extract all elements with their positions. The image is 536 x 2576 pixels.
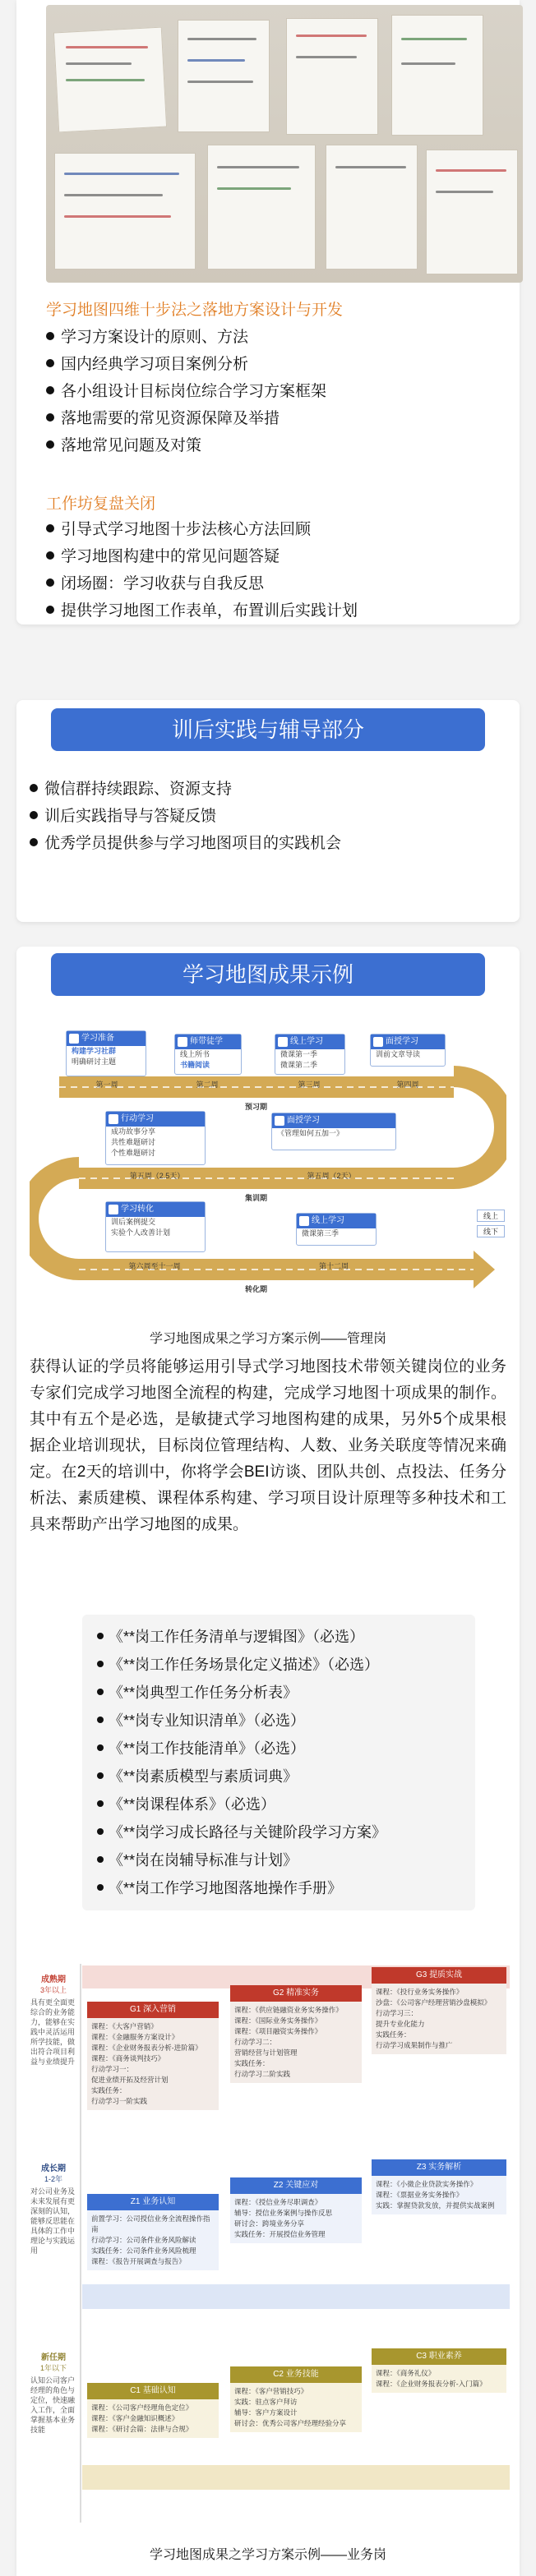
bullet-icon [46, 606, 54, 614]
laptop-icon [278, 1037, 288, 1047]
bullet-icon [97, 1689, 104, 1695]
list-item: 《**岗专业知识清单》（必选） [97, 1707, 475, 1735]
certification-paragraph: 获得认证的学员将能够运用引导式学习地图技术带领关键岗位的业务专家们完成学习地图全流程的构建，完成学习地图十项成果的制作。其中有五个是必选，是敏捷式学习地图构建的成果，另外5个成果根据企业培训现状，目标岗位管理结构、人数、业务关联度等情况来确定。在2天的培训中，你将学会BEI访谈、团队共创、点投法、任务分析法、素质建模、课程体系构建、学习项目设计原理等多种技术和工具来帮助产出学习地图的成果。 [30, 1358, 506, 1533]
list-item: 优秀学员提供参与学习地图项目的实践机会 [30, 830, 341, 857]
step-z1: Z1 业务认知 前置学习：公司授信业务全流程操作指南 行动学习：公司条件业务风险解读 实践任务：公司条件业务风险梳理 课程：《报告开展调查与报告》 [87, 2194, 219, 2270]
week-label: 第五周（2.5天） [129, 1172, 185, 1180]
bullet-icon [46, 332, 54, 340]
list-item: 《**岗在岗辅导标准与计划》 [97, 1846, 475, 1874]
bullet-icon [97, 1884, 104, 1891]
bullet-icon [46, 413, 54, 422]
list-item: 闭场圈：学习收获与自我反思 [46, 570, 358, 597]
book-icon [178, 1037, 187, 1047]
bullet-icon [97, 1661, 104, 1667]
step-z2: Z2 关键应对 课程：《授信业务尽职调查》 辅导：授信业务案例与操作反思 研讨会：跨境业务分享 实践任务：开展授信业务管理 [230, 2177, 362, 2243]
roadmap-caption: 学习地图成果之学习方案示例——管理岗 [149, 1332, 386, 1346]
roadmap-diagram [30, 1019, 506, 1323]
step-c1: C1 基础认知 课程：《公司客户经理角色定位》 课程：《客户金融知识概述》 课程：《研讨会篇：法律与合规》 [87, 2383, 219, 2438]
list-item: 《**岗工作任务场景化定义描述》（必选） [97, 1651, 475, 1679]
practice-card [16, 700, 520, 922]
list-item: 落地常见问题及对策 [46, 432, 326, 459]
bullet-icon [46, 578, 54, 587]
bullet-icon [97, 1856, 104, 1863]
week-label: 第五周（2天） [307, 1172, 356, 1180]
stage-label: 转化期 [245, 1285, 268, 1293]
practice-banner: 训后实践与辅导部分 [51, 708, 485, 751]
level-new: 新任期 1年以下 认知公司客户经理的角色与定位，快速融入工作，全面掌握基本业务技能 [30, 2353, 76, 2434]
results-banner: 学习地图成果示例 [51, 953, 485, 996]
list-item: 微信群持续跟踪、资源支持 [30, 776, 341, 803]
bullet-icon [97, 1744, 104, 1751]
classroom-photo [46, 5, 523, 283]
list-item: 《**岗素质模型与素质词典》 [97, 1763, 475, 1790]
bullet-icon [30, 811, 38, 819]
week-label: 第三周 [298, 1081, 321, 1089]
list-item: 国内经典学习项目案例分析 [46, 351, 326, 378]
roadmap-box-prep: 学习准备 构建学习社群 明确研讨主题 [66, 1030, 146, 1076]
list-item: 《**岗课程体系》（必选） [97, 1790, 475, 1818]
list-item: 《**岗工作任务清单与逻辑图》（必选） [97, 1623, 475, 1651]
review-bullet-list [46, 516, 358, 624]
legend-offline: 线下 [477, 1225, 505, 1237]
list-item: 引导式学习地图十步法核心方法回顾 [46, 516, 358, 543]
level-mature: 成熟期 3年以上 具有更全面更综合的业务能力，能够在实践中灵活运用所学技能，做出符合项目利益与业绩提升 [30, 1975, 76, 2066]
step-g1: G1 深入营销 课程：《大客户营销》 课程：《金融服务方案设计》 课程：《企业财务报表分析-进阶篇》 课程：《商务谈判技巧》 行动学习一： 促进业绩开拓及经营计划 实践任务： 行动学习一阶实践 [87, 2002, 219, 2110]
step-g2: G2 精准实务 课程：《供应链融资业务实务操作》 课程：《国际业务实务操作》 课程：《项目融资实务操作》 行动学习二： 营销经营与计划管理 实践任务： 行动学习二阶实践 [230, 1985, 362, 2083]
step-c3: C3 职业素养 课程：《商务礼仪》 课程：《企业财务报表分析-入门篇》 [372, 2348, 506, 2393]
roadmap-box-online-1: 线上学习 微课第一季 微课第二季 [275, 1034, 345, 1075]
bullet-icon [97, 1772, 104, 1779]
bullet-icon [46, 386, 54, 394]
step-g3: G3 提质实战 课程：《投行业务实务操作》 沙盘：《公司客户经理营销沙盘模拟》 行动学习三： 提升专业化能力 实践任务： 行动学习成果制作与推广 [372, 1967, 506, 2054]
legend-online: 线上 [477, 1210, 505, 1222]
bullet-icon [46, 524, 54, 532]
study-icon [69, 1034, 79, 1044]
week-label: 第二周 [196, 1081, 219, 1089]
action-icon [109, 1114, 118, 1124]
bullet-icon [97, 1717, 104, 1723]
roadmap-box-transfer: 学习转化 训后案例提交 实验个人改善计划 [105, 1201, 206, 1252]
bullet-icon [30, 838, 38, 846]
roadmap-box-action: 行动学习 成功故事分享 共性难题研讨 个性难题研讨 [105, 1111, 206, 1165]
bullet-icon [46, 440, 54, 449]
bullet-icon [46, 551, 54, 560]
step-z3: Z3 实务解析 课程：《小微企业贷款实务操作》 课程：《票据业务实务操作》 实践：掌握贷款发放，并提供实战案例 [372, 2159, 506, 2214]
list-item: 学习方案设计的原则、方法 [46, 324, 326, 351]
section-title-design: 学习地图四维十步法之落地方案设计与开发 [46, 302, 344, 319]
career-caption: 学习地图成果之学习方案示例——业务岗 [149, 2548, 386, 2562]
roadmap-box-classroom-1: 面授学习 训前文章导读 [370, 1034, 446, 1067]
list-item: 各小组设计目标岗位综合学习方案框架 [46, 378, 326, 405]
week-label: 第四周 [396, 1081, 419, 1089]
list-item: 《**岗工作技能清单》（必选） [97, 1735, 475, 1763]
deliverables-box [82, 1615, 475, 1910]
career-diagram [0, 1956, 536, 2531]
roadmap-box-online-2: 线上学习 微课第三季 [296, 1213, 377, 1246]
roadmap-box-mentor: 师带徒学 线上所书 书籍阅读 [174, 1034, 242, 1075]
laptop-icon [299, 1216, 309, 1226]
stage-label: 预习期 [245, 1103, 268, 1111]
bullet-icon [97, 1828, 104, 1835]
list-item: 《**岗工作学习地图落地操作手册》 [97, 1874, 475, 1902]
week-label: 第十二周 [318, 1262, 349, 1270]
bullet-icon [46, 359, 54, 367]
level-growth: 成长期 1-2年 对公司业务及未来发展有更深刻的认知，能够反思能在具体的工作中理论与实践运用 [30, 2164, 76, 2255]
list-item: 《**岗学习成长路径与关键阶段学习方案》 [97, 1818, 475, 1846]
practice-bullet-list [30, 776, 341, 857]
bullet-icon [97, 1800, 104, 1807]
stage-label: 集训期 [245, 1194, 268, 1202]
classroom-icon [373, 1037, 383, 1047]
week-label: 第一周 [95, 1081, 118, 1089]
transfer-icon [109, 1205, 118, 1214]
classroom-icon [275, 1116, 284, 1126]
outline-card [16, 0, 520, 624]
bullet-icon [30, 784, 38, 792]
list-item: 《**岗典型工作任务分析表》 [97, 1679, 475, 1707]
list-item: 提供学习地图工作表单，布置训后实践计划 [46, 597, 358, 624]
list-item: 学习地图构建中的常见问题答疑 [46, 543, 358, 570]
bullet-icon [97, 1633, 104, 1639]
section-title-review: 工作坊复盘关闭 [46, 495, 156, 513]
list-item: 训后实践指导与答疑反馈 [30, 803, 341, 830]
design-bullet-list [46, 324, 326, 459]
legend [477, 1210, 505, 1237]
week-label: 第六周至十一周 [128, 1262, 181, 1270]
deliverables-list [82, 1615, 475, 1902]
roadmap-box-classroom-2: 面授学习 《管理如何五加一》 [271, 1113, 396, 1150]
step-c2: C2 业务技能 课程：《客户营销技巧》 实践：驻点客户拜访 辅导：客户方案设计 研讨会：优秀公司客户经理经验分享 [230, 2366, 362, 2432]
list-item: 落地需要的常见资源保障及举措 [46, 405, 326, 432]
